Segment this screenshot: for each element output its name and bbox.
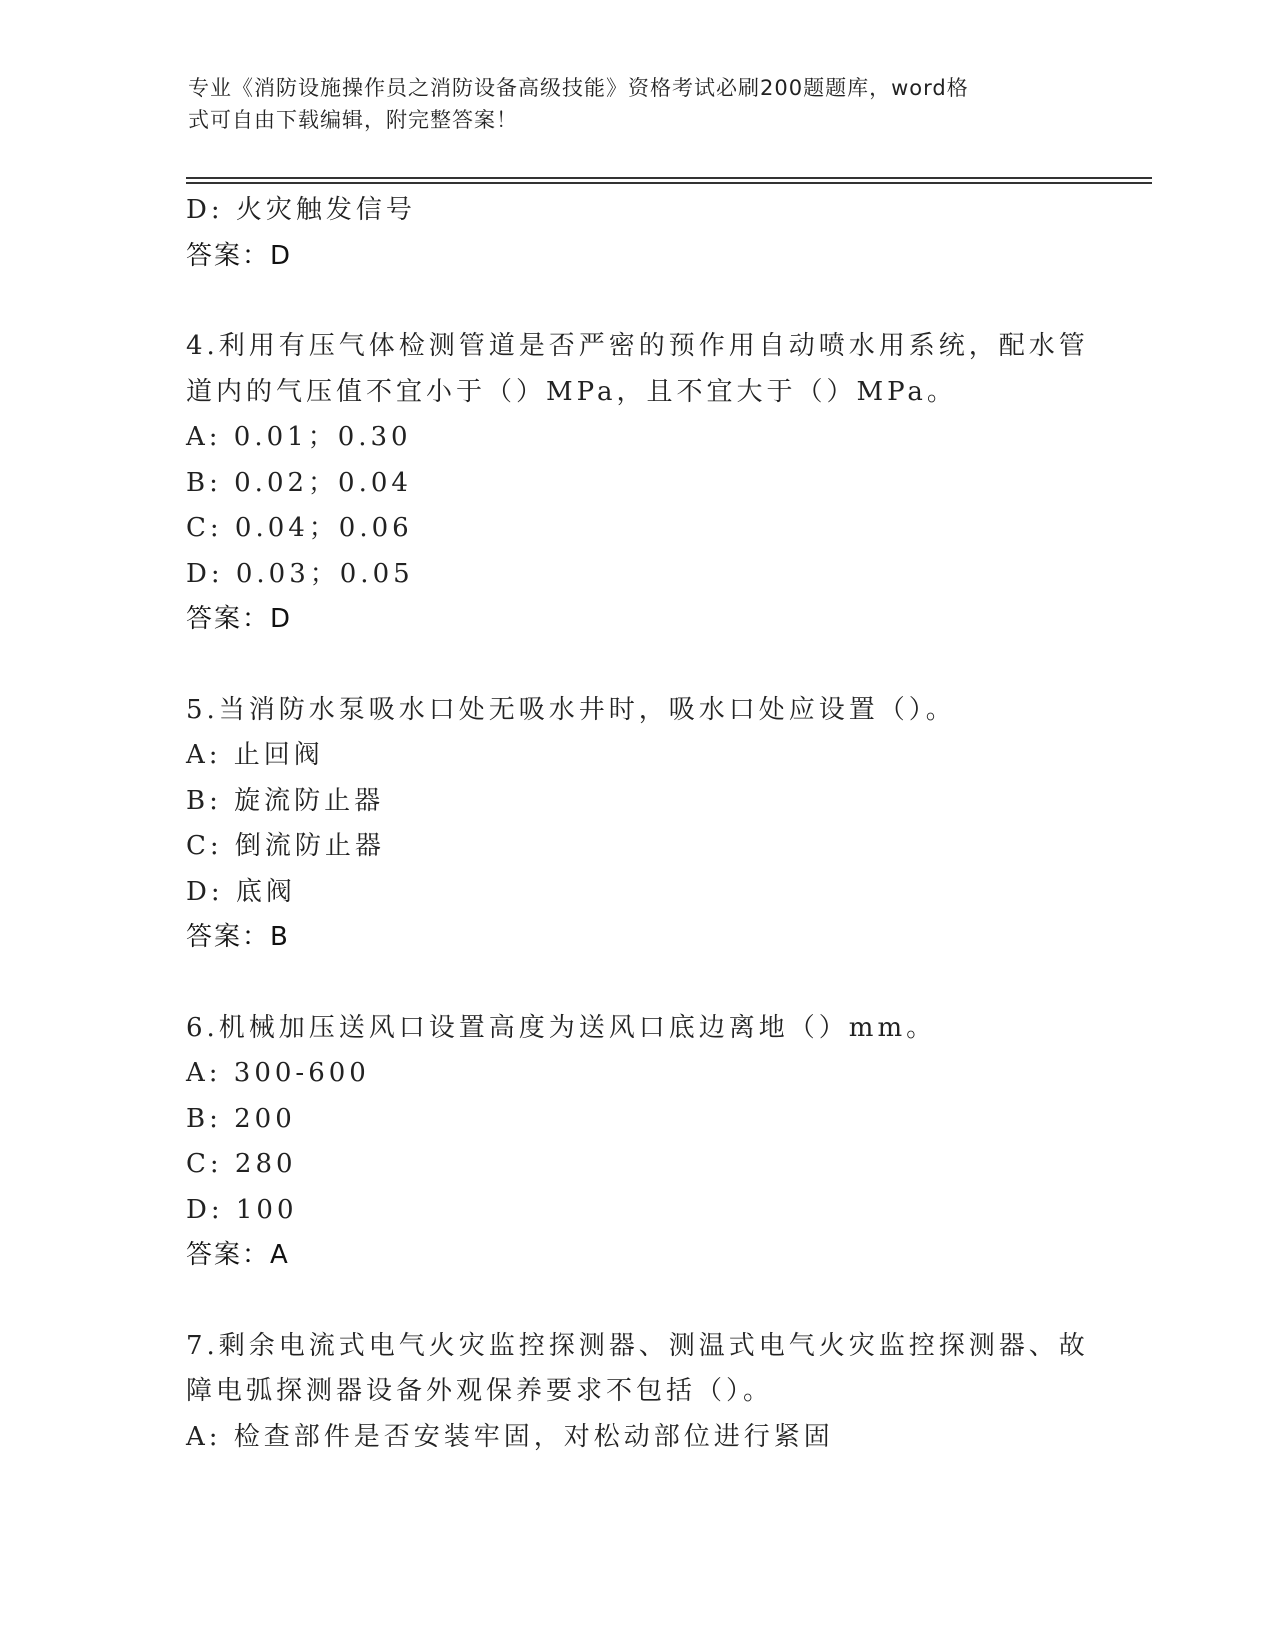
question-stem-line: 4.利用有压气体检测管道是否严密的预作用自动喷水用系统，配水管 bbox=[186, 331, 1089, 361]
question-stem-line: 5.当消防水泵吸水口处无吸水井时，吸水口处应设置（）。 bbox=[186, 694, 956, 725]
question-7 bbox=[186, 1324, 1089, 1461]
option-a: A: 0.01；0.30 bbox=[186, 422, 412, 452]
question-6 bbox=[186, 1006, 1086, 1279]
question-stem-line: 障电弧探测器设备外观保养要求不包括（）。 bbox=[186, 1376, 774, 1406]
option-d: D: 0.03；0.05 bbox=[186, 558, 414, 589]
option-c: C: 280 bbox=[186, 1149, 297, 1179]
option-d: D: 火灾触发信号 bbox=[186, 195, 416, 225]
header-divider-bottom bbox=[186, 182, 1152, 184]
answer-line: 答案：D bbox=[186, 240, 293, 271]
answer-line: 答案：D bbox=[186, 604, 293, 634]
question-3-fragment bbox=[186, 188, 1086, 279]
spacer bbox=[186, 279, 1086, 324]
header-divider-top bbox=[186, 177, 1152, 179]
option-c: C: 倒流防止器 bbox=[186, 831, 385, 861]
option-b: B: 旋流防止器 bbox=[186, 785, 385, 816]
question-stem-line: 6.机械加压送风口设置高度为送风口底边离地（）mm。 bbox=[186, 1012, 937, 1043]
answer-line: 答案：A bbox=[186, 1240, 290, 1270]
option-a: A: 300-600 bbox=[186, 1058, 370, 1088]
question-stem-line: 7.剩余电流式电气火灾监控探测器、测温式电气火灾监控探测器、故 bbox=[186, 1330, 1089, 1361]
question-stem-line: 道内的气压值不宜小于（）MPa，且不宜大于（）MPa。 bbox=[186, 376, 957, 407]
spacer bbox=[186, 1279, 1086, 1324]
option-c: C: 0.04；0.06 bbox=[186, 513, 413, 543]
spacer bbox=[186, 643, 1086, 688]
option-d: D: 底阀 bbox=[186, 876, 296, 907]
option-d: D: 100 bbox=[186, 1194, 298, 1225]
spacer bbox=[186, 961, 1086, 1006]
option-a: A: 检查部件是否安装牢固，对松动部位进行紧固 bbox=[186, 1421, 834, 1452]
document-header bbox=[188, 72, 1068, 136]
question-list bbox=[186, 188, 1089, 1460]
option-b: B: 0.02；0.04 bbox=[186, 467, 412, 498]
header-line-2: 式可自由下载编辑，附完整答案！ bbox=[188, 108, 518, 132]
answer-line: 答案：B bbox=[186, 922, 290, 952]
header-line-1: 专业《消防设施操作员之消防设备高级技能》资格考试必刷200题题库，word格 bbox=[188, 76, 969, 100]
question-4 bbox=[186, 324, 1089, 643]
question-5 bbox=[186, 688, 1086, 961]
option-b: B: 200 bbox=[186, 1103, 296, 1134]
option-a: A: 止回阀 bbox=[186, 740, 324, 770]
